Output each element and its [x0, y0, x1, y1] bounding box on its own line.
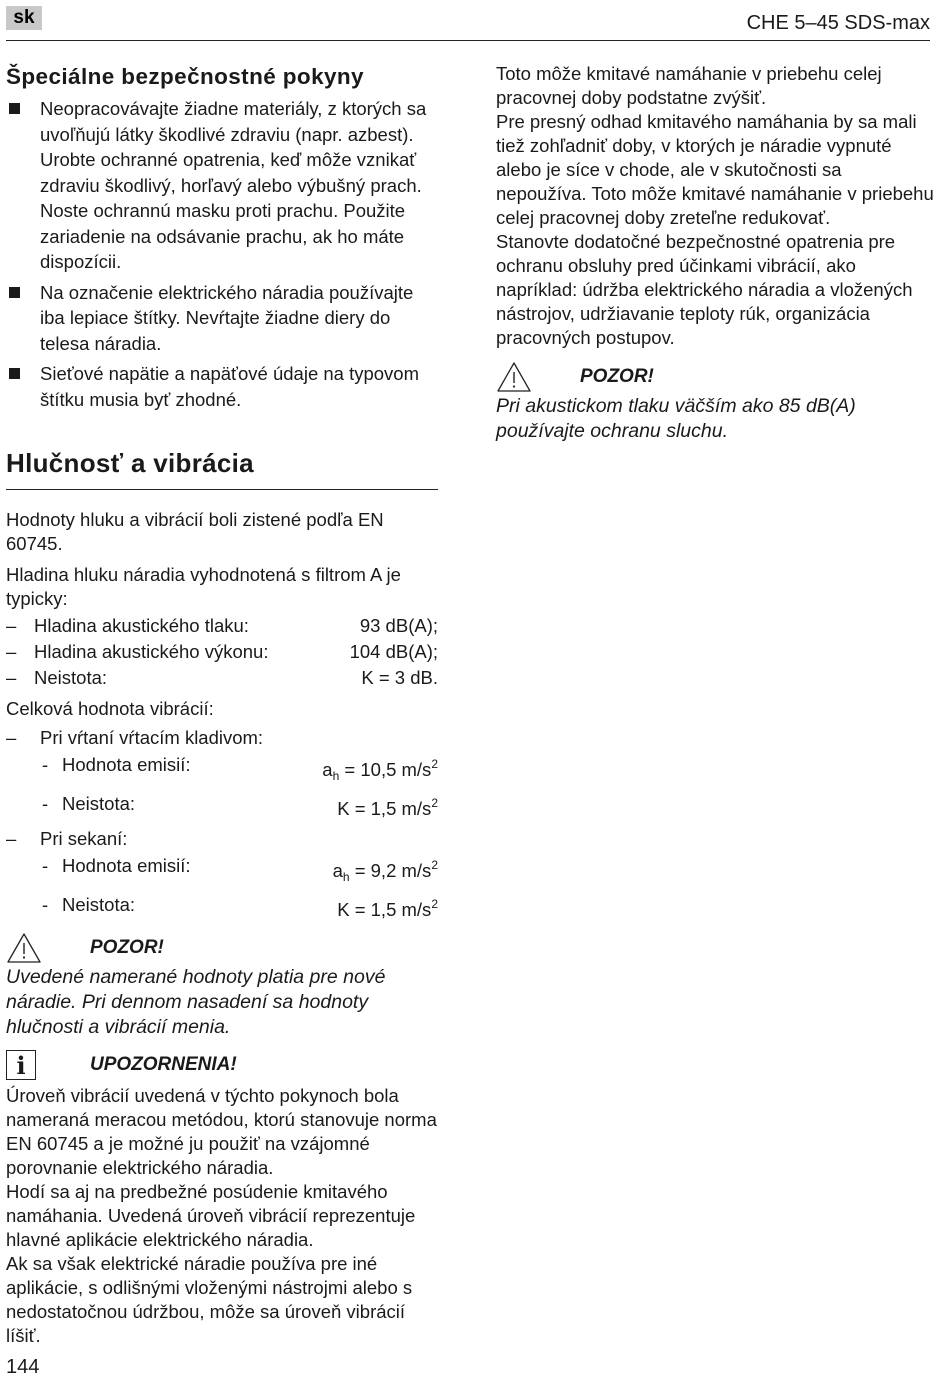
- left-column: [6, 60, 438, 1348]
- model-name: CHE 5–45 SDS-max: [746, 12, 930, 34]
- square-bullet-icon: [9, 368, 20, 379]
- paragraph: Pre presný odhad kmitavého namáhania by sa mali tiež zohľadniť doby, v ktorých je náradie vypnuté alebo je síce v chode, ale v skutočnosti sa nepoužíva. Toto môže kmitavé namáhanie v priebehu celej pracovnej doby zreteľne redukovať.: [496, 111, 934, 228]
- header-divider: [6, 40, 930, 41]
- info-notice: [6, 1048, 438, 1082]
- info-title: UPOZORNENIA!: [90, 1054, 237, 1075]
- noise-levels: [6, 613, 438, 691]
- list-item: Sieťové napätie a napäťové údaje na typovom štítku musia byť zhodné.: [6, 361, 438, 412]
- spec-row-uncertainty: – Neistota: K = 3 dB.: [6, 667, 438, 688]
- language-badge: sk: [6, 6, 42, 30]
- chiselling-uncertainty-row: - Neistota: K = 1,5 $m/s^2$: [42, 894, 438, 920]
- vibration-chiselling: – Pri sekaní: - Hodnota emisií: $a_h = 9,2$ $m/s^2$ - Neistota: K = 1,5 $m/s^2$: [6, 826, 438, 923]
- noise-vibration-heading: Hlučnosť a vibrácia: [6, 448, 438, 490]
- page-number: 144: [6, 1356, 40, 1378]
- info-text: Úroveň vibrácií uvedená v týchto pokynoch bola nameraná meracou metódou, ktorú stanovuje norma EN 60745 a je možné ju použiť na vzájomné porovnanie elektrického náradia. Hodí sa aj na predbežné posúdenie kmitavého namáhania. Uvedená úroveň vibrácií reprezentuje hlavné aplikácie elektrického náradia. Ak sa však elektrické náradie používa pre iné aplikácie, s odlišnými vloženými nástrojmi alebo s nedostatočnou údržbou, môže sa úroveň vibrácií líšiť.: [6, 1085, 437, 1346]
- list-item: Na označenie elektrického náradia používajte iba lepiace štítky. Nevŕtajte žiadne diery do telesa náradia.: [6, 280, 438, 357]
- caution-title: POZOR!: [90, 937, 164, 958]
- info-icon: i: [6, 1050, 36, 1080]
- special-safety-heading: Špeciálne bezpečnostné pokyny: [6, 64, 364, 89]
- special-safety-list: [6, 96, 438, 412]
- list-item: Neopracovávajte žiadne materiály, z ktorých sa uvoľňujú látky škodlivé zdraviu (napr. azbest). Urobte ochranné opatrenia, keď môže vznikať zdraviu škodlivý, horľavý alebo výbušný prach. Noste ochrannú masku proti prachu. Použite zariadenie na odsávanie prachu, ak ho máte dispozícii.: [6, 96, 438, 275]
- square-bullet-icon: [9, 103, 20, 114]
- hearing-caution-text: Pri akustickom tlaku väčším ako 85 dB(A) používajte ochranu sluchu.: [496, 395, 856, 442]
- noise-level-intro: Hladina hluku náradia vyhodnotená s filtrom A je typicky:: [6, 564, 401, 609]
- paragraph: Stanovte dodatočné bezpečnostné opatrenia pre ochranu obsluhy pred účinkami vibrácií, ako napríklad: údržba elektrického náradia a vložených nástrojov, udržiavanie teploty rúk, organizácia pracovných postupov.: [496, 231, 913, 348]
- vibration-drilling: – Pri vŕtaní vŕtacím kladivom: - Hodnota emisií: $a_h = 10,5$ $m/s^2$ - Neistota: K = 1,5 $m/s^2$: [6, 725, 438, 822]
- square-bullet-icon: [9, 287, 20, 298]
- spec-row-power: – Hladina akustického výkonu: 104 dB(A);: [6, 641, 438, 662]
- caution-text: Uvedené namerané hodnoty platia pre nové náradie. Pri dennom nasadení sa hodnoty hlučnosti a vibrácií menia.: [6, 966, 386, 1038]
- vibration-intro: Celková hodnota vibrácií:: [6, 698, 214, 719]
- drilling-emission-row: - Hodnota emisií: $a_h = 10,5$ $m/s^2$: [42, 754, 438, 783]
- drilling-uncertainty-row: - Neistota: K = 1,5 $m/s^2$: [42, 793, 438, 819]
- caution-title: POZOR!: [580, 366, 654, 387]
- spec-row-pressure: – Hladina akustického tlaku: 93 dB(A);: [6, 615, 438, 636]
- noise-intro: Hodnoty hluku a vibrácií boli zistené podľa EN 60745.: [6, 509, 384, 554]
- warning-triangle-icon: [6, 932, 42, 964]
- hearing-caution-notice: [496, 360, 936, 394]
- chiselling-emission-row: - Hodnota emisií: $a_h = 9,2$ $m/s^2$: [42, 855, 438, 884]
- paragraph: Toto môže kmitavé namáhanie v priebehu celej pracovnej doby podstatne zvýšiť.: [496, 63, 882, 108]
- right-column: [496, 62, 936, 444]
- warning-triangle-icon: [496, 361, 532, 393]
- caution-notice: [6, 931, 438, 965]
